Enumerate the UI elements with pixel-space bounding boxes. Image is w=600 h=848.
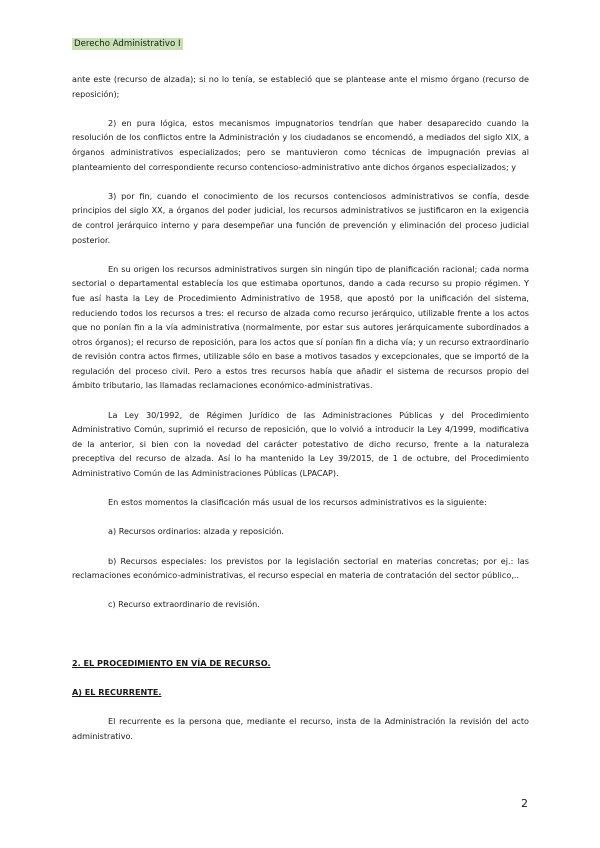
list-item-especiales: b) Recursos especiales: los previstos por la legislación sectorial en materias concretas; por ej.: las reclamaciones económico-administrativas, el recurso especial en materia de contratación del sector público,.. bbox=[72, 555, 529, 581]
paragraph-recurrente: El recurrente es la persona que, mediante el recurso, insta de la Administración la revisión del acto administrativo. bbox=[72, 715, 529, 741]
paragraph-point-3: 3) por fin, cuando el conocimiento de los recursos contenciosos administrativos se confía, desde principios del siglo XX, a órganos del poder judicial, los recursos administrativos se justificaron en la exigencia de control jerárquico interno y para desempeñar una función de prevención y eliminación del proceso judicial posterior. bbox=[72, 190, 529, 245]
paragraph-continuation: ante este (recurso de alzada); si no lo tenía, se estableció que se plantease ante el mismo órgano (recurso de reposición); bbox=[72, 74, 529, 99]
section-heading: 2. EL PROCEDIMIENTO EN VÍA DE RECURSO. bbox=[72, 657, 271, 668]
page-number: 2 bbox=[521, 797, 528, 810]
paragraph-classification-intro: En estos momentos la clasificación más usual de los recursos administrativos es la siguiente: bbox=[108, 497, 487, 508]
running-header: Derecho Administrativo I bbox=[74, 39, 181, 49]
paragraph-origin: En su origen los recursos administrativos surgen sin ningún tipo de planificación racional; cada norma sectorial o departamental establecía los que estimaba oportunos, dando a cada recurso su propio régimen. Y fue así hasta la Ley de Procedimiento Administrativo de 1958, que apostó por la unificación del sistema, reduciendo todos los recursos a tres: el recurso de alzada como recurso jerárquico, utilizable frente a los actos que no ponían fin a la vía administrativa (normalmente, por estar sus autores jerárquicamente subordinados a otros órganos); el recurso de reposición, para los actos que sí ponían fin a dicha vía; y un recurso extraordinario de revisión contra actos firmes, utilizable sólo en base a motivos tasados y excepcionales, que se importó de la regulación del proceso civil. Pero a estos tres recursos había que añadir el sistema de recursos propio del ámbito tributario, las llamadas reclamaciones económico-administrativas. bbox=[72, 263, 529, 391]
subsection-heading: A) EL RECURRENTE. bbox=[72, 686, 162, 697]
section-spacer bbox=[72, 627, 529, 656]
paragraph-ley-30-1992: La Ley 30/1992, de Régimen Jurídico de las Administraciones Públicas y del Procedimiento Administrativo Común, suprimió el recurso de reposición, que lo volvió a introducir la Ley 4/1999, modificativa de la anterior, si bien con la novedad del carácter potestativo de dicho recurso, frente a la naturaleza preceptiva del recurso de alzada. Así lo ha mantenido la Ley 39/2015, de 1 de octubre, del Procedimiento Administrativo Común de las Administraciones Públicas (LPACAP). bbox=[72, 409, 529, 479]
list-item-ordinarios: a) Recursos ordinarios: alzada y reposición. bbox=[108, 526, 284, 537]
paragraph-point-2: 2) en pura lógica, estos mecanismos impugnatorios tendrían que haber desaparecido cuando la resolución de los conflictos entre la Administración y los ciudadanos se encomendó, a mediados del siglo XIX, a órganos administrativos especializados; pero se mantuvieron como técnicas de impugnación previas al planteamiento del correspondiente recurso contencioso-administrativo ante dichos órganos especializados; y bbox=[72, 117, 529, 172]
list-item-extraordinario: c) Recurso extraordinario de revisión. bbox=[108, 599, 260, 610]
document-body bbox=[72, 72, 529, 758]
